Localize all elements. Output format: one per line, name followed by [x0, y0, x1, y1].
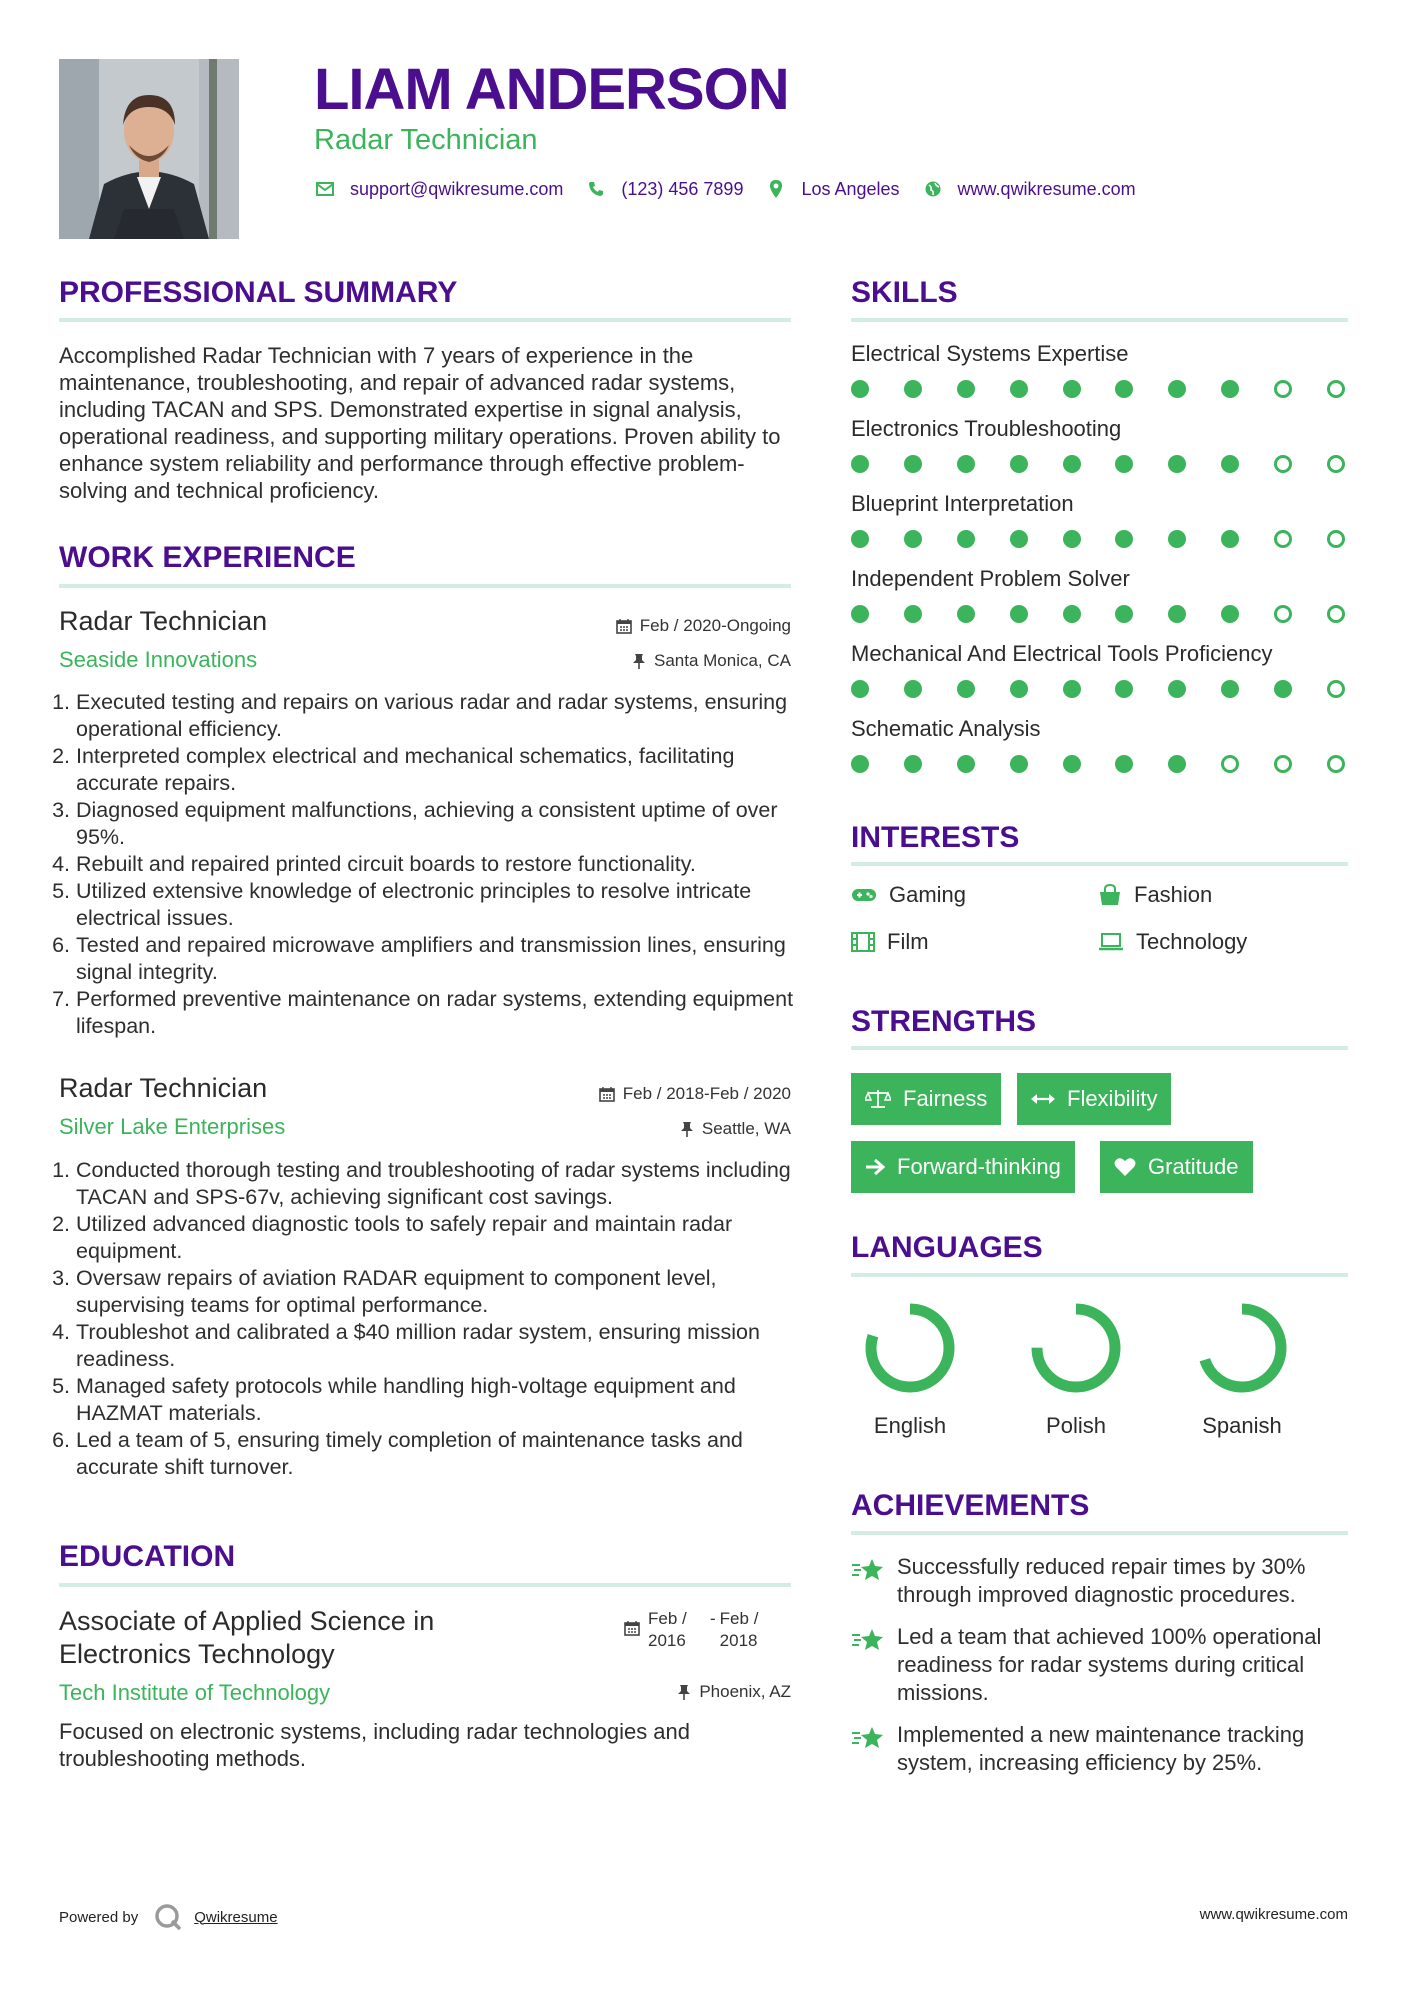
list-item: 7. Performed preventive maintenance on radar systems, extending equipment lifespan.	[76, 986, 794, 1040]
achievement-item	[851, 1553, 1351, 1609]
strength-tag	[851, 1073, 1001, 1125]
list-item: 6. Tested and repaired microwave amplifiers and transmission lines, ensuring signal integrity.	[76, 932, 794, 986]
interest-label: Gaming	[889, 882, 967, 907]
skills-heading: SKILLS	[851, 276, 958, 309]
skill-dot-filled	[957, 455, 975, 473]
job-dates-text: Feb / 2020-Ongoing	[639, 616, 791, 635]
candidate-name: LIAM ANDERSON	[314, 57, 789, 122]
strength-label: Flexibility	[1067, 1086, 1158, 1111]
language-progress-ring	[1028, 1300, 1124, 1396]
achievement-item	[851, 1623, 1351, 1707]
skill-dot-filled	[904, 455, 922, 473]
skill-dot-empty	[1274, 605, 1292, 623]
skill-dot-filled	[1168, 755, 1186, 773]
skill-dot-filled	[1063, 530, 1081, 548]
skill-name: Blueprint Interpretation	[851, 491, 1074, 516]
job-location	[680, 1118, 791, 1140]
skill-dot-filled	[1221, 680, 1239, 698]
skill-dot-filled	[957, 680, 975, 698]
job-location-text: Santa Monica, CA	[653, 651, 791, 670]
skills-list	[851, 340, 1351, 790]
strengths-divider	[851, 1046, 1348, 1050]
achievement-item	[851, 1721, 1351, 1777]
qwikresume-logo-icon	[154, 1903, 182, 1931]
calendar-icon	[624, 1620, 640, 1636]
skill-name: Schematic Analysis	[851, 716, 1041, 741]
skill-dot-empty	[1327, 755, 1345, 773]
skill-rating	[851, 380, 1345, 398]
shooting-star-icon	[851, 1725, 885, 1751]
language-label: English	[873, 1413, 947, 1438]
skill-dot-filled	[1221, 380, 1239, 398]
skill-dot-filled	[1063, 755, 1081, 773]
skill-dot-filled	[851, 605, 869, 623]
achievements-heading: ACHIEVEMENTS	[851, 1489, 1090, 1522]
skill-dot-filled	[1010, 380, 1028, 398]
skill-dot-filled	[1168, 530, 1186, 548]
job-dates	[616, 615, 791, 637]
skill-dot-filled	[904, 680, 922, 698]
skill-dot-filled	[1010, 530, 1028, 548]
globe-icon	[922, 178, 944, 200]
skill-dot-filled	[1115, 605, 1133, 623]
skill-rating	[851, 605, 1345, 623]
interest-label: Fashion	[1134, 882, 1213, 907]
education-divider	[59, 1583, 791, 1587]
strength-label: Fairness	[903, 1086, 988, 1111]
skill-dot-filled	[1063, 380, 1081, 398]
education-start: Feb / 2016	[648, 1609, 687, 1650]
job-location-text: Seattle, WA	[701, 1119, 791, 1138]
skill-item	[851, 565, 1351, 640]
achievements-divider	[851, 1531, 1348, 1535]
location-text: Los Angeles	[801, 178, 900, 199]
profile-photo	[59, 59, 239, 239]
skill-dot-filled	[1010, 455, 1028, 473]
list-item: 1. Executed testing and repairs on various radar and radar systems, ensuring operational efficiency.	[76, 689, 794, 743]
list-item: 2. Utilized advanced diagnostic tools to safely repair and maintain radar equipment.	[76, 1211, 794, 1265]
skill-name: Electronics Troubleshooting	[851, 416, 1122, 441]
skill-dot-filled	[1010, 680, 1028, 698]
skill-name: Electrical Systems Expertise	[851, 341, 1129, 366]
experience-divider	[59, 584, 791, 588]
skill-dot-filled	[1115, 755, 1133, 773]
envelope-icon	[314, 178, 336, 200]
job-dates	[599, 1083, 791, 1105]
skill-dot-filled	[1115, 530, 1133, 548]
achievements-list	[851, 1553, 1351, 1777]
laptop-icon	[1098, 933, 1124, 951]
skill-item	[851, 340, 1351, 415]
skill-dot-filled	[851, 455, 869, 473]
qwikresume-link[interactable]: Qwikresume	[194, 1908, 278, 1926]
gamepad-icon	[851, 886, 877, 904]
skill-item	[851, 715, 1351, 790]
skill-dot-empty	[1327, 680, 1345, 698]
skill-dot-filled	[851, 380, 869, 398]
skill-dot-filled	[904, 380, 922, 398]
education-location	[677, 1681, 791, 1703]
phone-icon	[585, 178, 607, 200]
job-dates-text: Feb / 2018-Feb / 2020	[622, 1084, 791, 1103]
education-heading: EDUCATION	[59, 1540, 236, 1573]
skill-dot-filled	[904, 755, 922, 773]
film-icon	[851, 932, 875, 952]
skill-rating	[851, 530, 1345, 548]
skill-name: Independent Problem Solver	[851, 566, 1130, 591]
summary-text: Accomplished Radar Technician with 7 years of experience in the maintenance, troubleshooting, and repair of advanced radar systems, including TACAN and SPS. Demonstrated expertise in signal analysis, operational readiness, and supporting military operations. Proven ability to enhance system reliability and performance through effective problem-solving and technical proficiency.	[59, 343, 781, 503]
skill-dot-filled	[1168, 455, 1186, 473]
skill-dot-filled	[1274, 680, 1292, 698]
job-bullets	[56, 1157, 794, 1481]
skill-dot-filled	[1063, 605, 1081, 623]
pushpin-icon	[677, 1684, 691, 1700]
school-name: Tech Institute of Technology	[59, 1680, 331, 1705]
skill-dot-filled	[1168, 380, 1186, 398]
phone-number[interactable]: (123) 456 7899	[621, 178, 744, 199]
arrow-right-icon	[865, 1158, 885, 1176]
interest-item	[851, 882, 966, 908]
language-label: Polish	[1046, 1413, 1106, 1438]
interest-item	[1098, 929, 1247, 955]
skill-dot-filled	[1063, 680, 1081, 698]
strength-label: Gratitude	[1148, 1154, 1239, 1179]
experience-heading: WORK EXPERIENCE	[59, 541, 356, 574]
skill-dot-filled	[957, 755, 975, 773]
skill-dot-filled	[1221, 605, 1239, 623]
list-item: 3. Diagnosed equipment malfunctions, achieving a consistent uptime of over 95%.	[76, 797, 794, 851]
interests-divider	[851, 862, 1348, 866]
languages-heading: LANGUAGES	[851, 1231, 1043, 1264]
list-item: 4. Troubleshot and calibrated a $40 million radar system, ensuring mission readiness.	[76, 1319, 794, 1373]
degree-title: Associate of Applied Science in Electronics Technology	[59, 1606, 435, 1669]
skill-dot-empty	[1274, 530, 1292, 548]
footer-url[interactable]: www.qwikresume.com	[1199, 1906, 1348, 1923]
date-separator: -	[710, 1609, 716, 1628]
interest-item	[851, 929, 929, 955]
pushpin-icon	[680, 1121, 694, 1137]
skill-dot-filled	[1063, 455, 1081, 473]
interest-item	[1098, 882, 1212, 908]
skill-dot-filled	[1115, 680, 1133, 698]
skill-dot-empty	[1327, 380, 1345, 398]
skill-item	[851, 415, 1351, 490]
summary-divider	[59, 318, 791, 322]
job-bullets	[56, 689, 794, 1040]
education-location-text: Phoenix, AZ	[699, 1682, 791, 1701]
calendar-icon	[599, 1086, 615, 1102]
achievement-text: Successfully reduced repair times by 30% through improved diagnostic procedures.	[897, 1554, 1306, 1607]
list-item: 2. Interpreted complex electrical and mechanical schematics, facilitating accurate repairs.	[76, 743, 794, 797]
calendar-icon	[616, 618, 632, 634]
heart-icon	[1114, 1157, 1136, 1177]
powered-by-text: Powered by	[59, 1908, 139, 1926]
skill-dot-filled	[904, 530, 922, 548]
job-title: Radar Technician	[59, 1073, 268, 1103]
interest-label: Film	[887, 929, 929, 954]
language-item	[1021, 1300, 1131, 1439]
languages-divider	[851, 1273, 1348, 1277]
skill-dot-filled	[1221, 530, 1239, 548]
skill-dot-filled	[957, 380, 975, 398]
company-name: Silver Lake Enterprises	[59, 1114, 286, 1139]
skill-dot-empty	[1327, 605, 1345, 623]
skill-rating	[851, 755, 1345, 773]
skill-dot-empty	[1274, 380, 1292, 398]
language-item	[855, 1300, 965, 1439]
language-progress-ring	[1194, 1300, 1290, 1396]
skill-dot-empty	[1327, 455, 1345, 473]
language-progress-arc	[871, 1309, 949, 1387]
achievement-text: Implemented a new maintenance tracking system, increasing efficiency by 25%.	[897, 1722, 1305, 1775]
list-item: 3. Oversaw repairs of aviation RADAR equipment to component level, supervising teams for optimal performance.	[76, 1265, 794, 1319]
strength-label: Forward-thinking	[897, 1154, 1061, 1179]
achievement-text: Led a team that achieved 100% operational readiness for radar systems during critical missions.	[897, 1624, 1322, 1705]
education-description: Focused on electronic systems, including radar technologies and troubleshooting methods.	[59, 1719, 691, 1771]
skill-rating	[851, 680, 1345, 698]
skill-dot-filled	[1168, 680, 1186, 698]
skill-dot-empty	[1327, 530, 1345, 548]
shooting-star-icon	[851, 1557, 885, 1583]
language-progress-arc	[1037, 1309, 1115, 1387]
skill-dot-filled	[1010, 605, 1028, 623]
skills-divider	[851, 318, 1348, 322]
skill-dot-filled	[904, 605, 922, 623]
language-label: Spanish	[1202, 1413, 1282, 1438]
strengths-heading: STRENGTHS	[851, 1005, 1037, 1038]
job-location	[632, 650, 791, 672]
skill-dot-filled	[1115, 455, 1133, 473]
summary-heading: PROFESSIONAL SUMMARY	[59, 276, 458, 309]
strength-tag	[1100, 1141, 1253, 1193]
skill-dot-filled	[1010, 755, 1028, 773]
list-item: 5. Managed safety protocols while handling high-voltage equipment and HAZMAT materials.	[76, 1373, 794, 1427]
strength-tag	[1017, 1073, 1171, 1125]
shooting-star-icon	[851, 1627, 885, 1653]
job-title: Radar Technician	[59, 606, 268, 636]
language-item	[1187, 1300, 1297, 1439]
skill-item	[851, 640, 1351, 715]
skill-dot-filled	[851, 530, 869, 548]
pushpin-icon	[632, 653, 646, 669]
skill-rating	[851, 455, 1345, 473]
list-item: 5. Utilized extensive knowledge of electronic principles to resolve intricate electrical issues.	[76, 878, 794, 932]
interests-heading: INTERESTS	[851, 821, 1020, 854]
skill-dot-empty	[1274, 755, 1292, 773]
skill-dot-filled	[957, 605, 975, 623]
skill-dot-filled	[1168, 605, 1186, 623]
skill-dot-empty	[1221, 755, 1239, 773]
arrows-horizontal-icon	[1031, 1092, 1055, 1106]
shopping-bag-icon	[1098, 884, 1122, 906]
language-progress-arc	[1203, 1309, 1281, 1387]
company-name: Seaside Innovations	[59, 647, 258, 672]
skill-dot-filled	[851, 755, 869, 773]
contact-bar	[314, 178, 1158, 200]
footer-brand	[59, 1903, 278, 1931]
skill-dot-empty	[1274, 455, 1292, 473]
skill-dot-filled	[851, 680, 869, 698]
skill-item	[851, 490, 1351, 565]
email-link[interactable]: support@qwikresume.com	[350, 178, 564, 199]
interest-label: Technology	[1136, 929, 1248, 954]
list-item: 1. Conducted thorough testing and troubleshooting of radar systems including TACAN and SPS-67v, achieving significant cost savings.	[76, 1157, 794, 1211]
website-link[interactable]: www.qwikresume.com	[957, 178, 1136, 199]
skill-name: Mechanical And Electrical Tools Proficiency	[851, 641, 1273, 666]
candidate-title: Radar Technician	[314, 124, 538, 156]
skill-dot-filled	[1115, 380, 1133, 398]
map-marker-icon	[765, 178, 787, 200]
strength-tag	[851, 1141, 1075, 1193]
education-end: Feb / 2018	[719, 1609, 759, 1650]
skill-dot-filled	[1221, 455, 1239, 473]
language-progress-ring	[862, 1300, 958, 1396]
skill-dot-filled	[957, 530, 975, 548]
list-item: 6. Led a team of 5, ensuring timely completion of maintenance tasks and accurate shift turnover.	[76, 1427, 794, 1481]
list-item: 4. Rebuilt and repaired printed circuit boards to restore functionality.	[76, 851, 794, 878]
education-dates	[624, 1608, 778, 1652]
balance-scale-icon	[865, 1089, 891, 1109]
